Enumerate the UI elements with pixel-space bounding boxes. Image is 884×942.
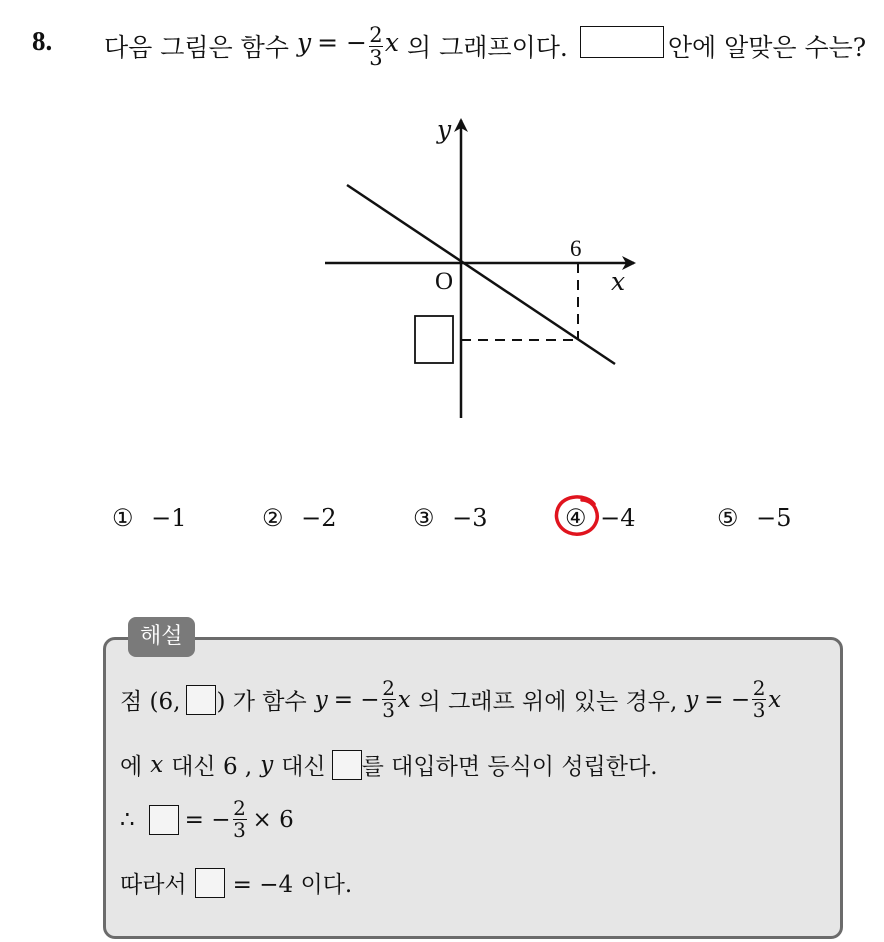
choice-3-mark: ③	[413, 504, 435, 532]
sol1-c: 의 그래프 위에 있는 경우,	[418, 689, 678, 715]
choice-5-value: −5	[756, 504, 792, 532]
sol2-y: y	[260, 751, 274, 778]
sol4-blank-box	[195, 868, 225, 898]
solution-line-2	[120, 748, 658, 781]
choice-5[interactable]	[717, 504, 792, 532]
formula-x: x	[384, 28, 400, 57]
sol1-den2: 3	[752, 698, 766, 722]
sol2-blank-box	[332, 750, 362, 780]
sol3-num: 2	[233, 796, 246, 820]
sol3-den: 3	[233, 818, 246, 842]
selected-answer-circle-icon	[550, 490, 610, 544]
y-axis-label: y	[437, 115, 452, 144]
sol1-fraction-1	[382, 678, 396, 721]
question-text-after: 안에 알맞은 수는?	[667, 33, 867, 62]
sol1-y2: y	[685, 686, 699, 713]
sol2-b: 대신 6 ,	[171, 754, 253, 780]
function-line	[347, 185, 615, 364]
sol3-blank-box	[149, 805, 179, 835]
question-text-before: 다음 그림은 함수	[104, 33, 289, 62]
formula-equals: = −	[317, 28, 367, 57]
solution-tag: 해설	[128, 617, 195, 657]
choice-2-mark: ②	[262, 504, 284, 532]
choice-3[interactable]	[413, 504, 488, 532]
y-value-blank-box	[415, 316, 453, 363]
sol1-y1: y	[314, 686, 328, 713]
sol2-c: 대신	[281, 754, 326, 780]
formula-y: y	[296, 28, 312, 57]
sol3-times: × 6	[252, 806, 294, 833]
choice-5-mark: ⑤	[717, 504, 739, 532]
sol1-num1: 2	[382, 676, 395, 700]
question-text-middle: 의 그래프이다.	[407, 33, 568, 62]
sol2-x: x	[150, 751, 164, 778]
origin-label: O	[435, 268, 454, 295]
choice-4-mark: ④	[565, 504, 587, 532]
x-axis-label: x	[611, 267, 626, 296]
sol1-den1: 3	[382, 698, 395, 722]
choice-2-value: −2	[301, 504, 337, 532]
solution-line-1	[120, 678, 781, 721]
sol1-eq2: = −	[704, 686, 751, 713]
sol1-a: 점 (6,	[120, 689, 181, 715]
choice-3-value: −3	[452, 504, 488, 532]
sol1-b: ) 가 함수	[216, 689, 307, 715]
sol2-d: 를 대입하면 등식이 성립한다.	[361, 754, 658, 780]
sol3-eq: = −	[184, 806, 231, 833]
fraction-numerator: 2	[369, 23, 383, 47]
sol4-a: 따라서	[120, 872, 187, 898]
sol1-x2: x	[768, 686, 782, 713]
sol3-fraction	[233, 798, 247, 841]
fraction-denominator: 3	[369, 46, 383, 70]
x-tick-6-label: 6	[570, 236, 582, 261]
sol3-therefore: ∴	[120, 806, 135, 833]
sol1-num2: 2	[752, 676, 766, 700]
choice-1-mark: ①	[112, 504, 134, 532]
choice-1[interactable]	[112, 504, 187, 532]
sol1-fraction-2	[752, 678, 766, 721]
solution-line-3	[120, 798, 294, 841]
solution-line-4	[120, 866, 352, 899]
choice-4-value: −4	[600, 504, 636, 532]
sol1-x1: x	[397, 686, 411, 713]
sol1-blank-box	[186, 685, 216, 715]
choice-2[interactable]	[262, 504, 337, 532]
sol1-eq1: = −	[333, 686, 380, 713]
sol4-b: = −4 이다.	[232, 872, 353, 898]
choice-1-value: −1	[151, 504, 187, 532]
question-number: 8.	[32, 26, 53, 56]
sol2-a: 에	[120, 754, 143, 780]
